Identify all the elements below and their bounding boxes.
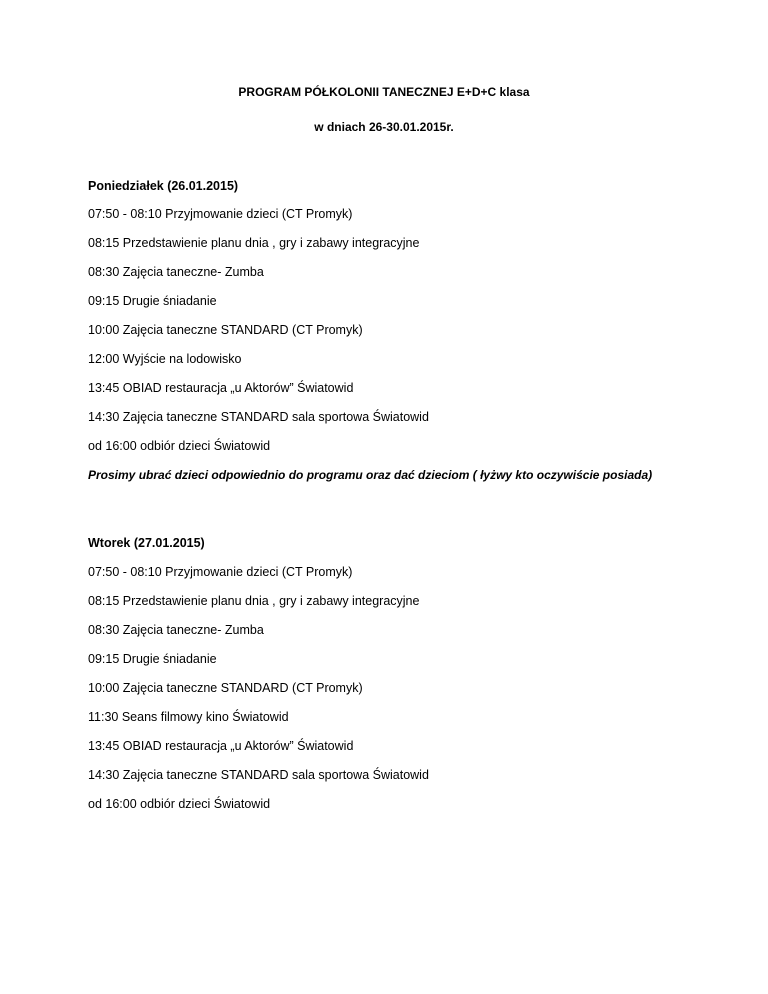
schedule-item: 13:45 OBIAD restauracja „u Aktorów” Światowid — [88, 739, 354, 753]
schedule-item: 09:15 Drugie śniadanie — [88, 652, 217, 666]
schedule-item: 07:50 - 08:10 Przyjmowanie dzieci (CT Promyk) — [88, 565, 353, 579]
schedule-item: od 16:00 odbiór dzieci Światowid — [88, 797, 271, 811]
document-subtitle: w dniach 26-30.01.2015r. — [314, 120, 454, 134]
schedule-item: 11:30 Seans filmowy kino Światowid — [88, 710, 289, 724]
schedule-item: 08:15 Przedstawienie planu dnia , gry i zabawy integracyjne — [88, 236, 420, 250]
schedule-item: od 16:00 odbiór dzieci Światowid — [88, 439, 271, 453]
schedule-item: 09:15 Drugie śniadanie — [88, 294, 217, 308]
schedule-item: 10:00 Zajęcia taneczne STANDARD (CT Promyk) — [88, 323, 363, 337]
schedule-item: 14:30 Zajęcia taneczne STANDARD sala sportowa Światowid — [88, 768, 429, 782]
schedule-item: 10:00 Zajęcia taneczne STANDARD (CT Promyk) — [88, 681, 363, 695]
schedule-item: 13:45 OBIAD restauracja „u Aktorów” Światowid — [88, 381, 354, 395]
day-note: Prosimy ubrać dzieci odpowiednio do programu oraz dać dzieciom ( łyżwy kto oczywiście posiada) — [88, 468, 653, 482]
schedule-item: 07:50 - 08:10 Przyjmowanie dzieci (CT Promyk) — [88, 207, 353, 221]
schedule-item: 14:30 Zajęcia taneczne STANDARD sala sportowa Światowid — [88, 410, 429, 424]
schedule-item: 12:00 Wyjście na lodowisko — [88, 352, 242, 366]
schedule-item: 08:30 Zajęcia taneczne- Zumba — [88, 265, 264, 279]
schedule-item: 08:15 Przedstawienie planu dnia , gry i zabawy integracyjne — [88, 594, 420, 608]
day-heading-monday: Poniedziałek (26.01.2015) — [88, 179, 239, 193]
document-title: PROGRAM PÓŁKOLONII TANECZNEJ E+D+C klasa — [238, 85, 530, 99]
day-heading-tuesday: Wtorek (27.01.2015) — [88, 536, 205, 550]
schedule-item: 08:30 Zajęcia taneczne- Zumba — [88, 623, 264, 637]
